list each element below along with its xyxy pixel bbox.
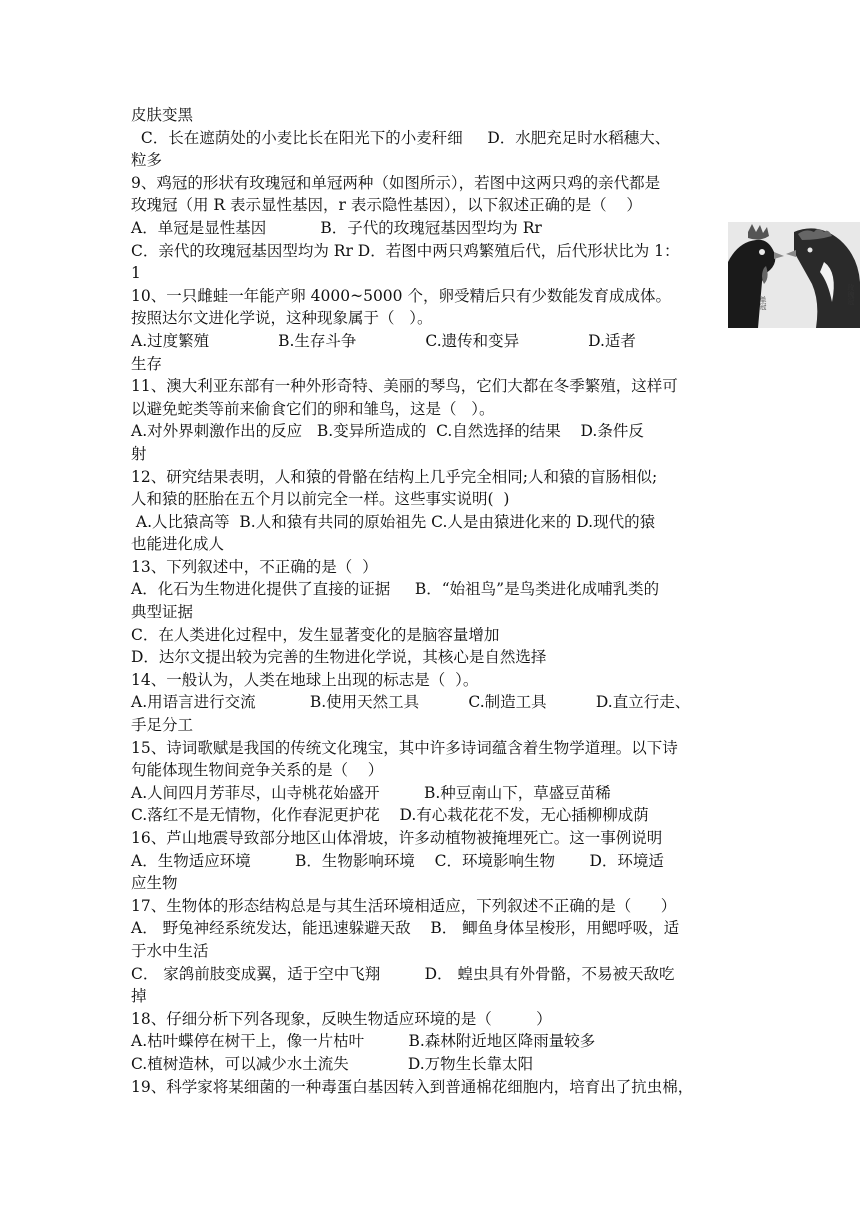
single-comb-label: 单冠	[759, 296, 767, 310]
text-line: 玫瑰冠（用 R 表示显性基因，r 表示隐性基因），以下叙述正确的是（ ）	[131, 196, 642, 215]
rooster-illustration	[728, 222, 860, 328]
text-line: C．长在遮荫处的小麦比长在阳光下的小麦秆细 D．水肥充足时水稻穗大、	[131, 128, 671, 147]
question-13-stem: 13、下列叙述中，不正确的是（ ）	[131, 557, 378, 576]
question-13-options: C．在人类进化过程中，发生显著变化的是脑容量增加	[131, 625, 500, 644]
question-14-options: A.用语言进行交流 B.使用天然工具 C.制造工具 D.直立行走、	[131, 693, 691, 712]
question-15-options: C.落红不是无情物，化作春泥更护花 D.有心栽花花不发，无心插柳柳成荫	[131, 806, 649, 825]
question-15-stem: 15、诗词歌赋是我国的传统文化瑰宝，其中许多诗词蕴含着生物学道理。以下诗	[131, 738, 678, 757]
question-17-options: C． 家鸽前肢变成翼，适于空中飞翔 D． 蝗虫具有外骨骼，不易被天敌吃	[131, 964, 675, 983]
question-17-options: A． 野兔神经系统发达，能迅速躲避天敌 B． 鲫鱼身体呈梭形，用鳃呼吸，适	[131, 919, 680, 938]
question-9-options: A．单冠是显性基因 B．子代的玫瑰冠基因型均为 Rr	[131, 218, 542, 237]
question-18-stem: 18、仔细分析下列各现象，反映生物适应环境的是（ ）	[131, 1009, 552, 1028]
text-line: 粒多	[131, 151, 163, 170]
text-line: 1	[131, 264, 141, 283]
question-9-options: C．亲代的玫瑰冠基因型均为 Rr D．若图中两只鸡繁殖后代，后代形状比为 1：	[131, 241, 680, 260]
question-14-stem: 14、一般认为，人类在地球上出现的标志是（ ）。	[131, 670, 479, 689]
text-line: 生存	[131, 354, 163, 373]
question-17-stem: 17、生物体的形态结构总是与其生活环境相适应，下列叙述不正确的是（ ）	[131, 896, 677, 915]
text-line: 射	[131, 444, 147, 463]
question-18-options: A.枯叶蝶停在树干上，像一片枯叶 B.森林附近地区降雨量较多	[131, 1032, 596, 1051]
question-10-options: A.过度繁殖 B.生存斗争 C.遗传和变异 D.适者	[131, 331, 636, 350]
text-line: 应生物	[131, 874, 178, 893]
question-19-stem: 19、科学家将某细菌的一种毒蛋白基因转入到普通棉花细胞内，培育出了抗虫棉，	[131, 1077, 694, 1096]
question-11-stem: 11、澳大利亚东部有一种外形奇特、美丽的琴鸟，它们大都在冬季繁殖，这样可	[131, 377, 678, 396]
question-16-stem: 16、芦山地震导致部分地区山体滑坡，许多动植物被掩埋死亡。这一事例说明	[131, 829, 663, 847]
text-line: 按照达尔文进化学说，这种现象属于（ ）。	[131, 309, 433, 328]
question-18-options: C.植树造林，可以减少水土流失 D.万物生长靠太阳	[131, 1054, 534, 1073]
question-12-stem: 12、研究结果表明，人和猿的骨骼在结构上几乎完全相同;人和猿的盲肠相似;	[131, 467, 658, 486]
text-line: 于水中生活	[131, 941, 209, 960]
question-9-stem: 9、鸡冠的形状有玫瑰冠和单冠两种（如图所示），若图中这两只鸡的亲代都是	[131, 173, 661, 192]
question-text	[131, 104, 731, 1098]
text-line: 以避免蛇类等前来偷食它们的卵和雏鸟，这是（ ）。	[131, 399, 495, 418]
question-10-stem: 10、一只雌蛙一年能产卵 4000~5000 个，卵受精后只有少数能发育成成体。	[131, 286, 671, 305]
question-15-options: A.人间四月芳菲尽，山寺桃花始盛开 B.种豆南山下，草盛豆苗稀	[131, 783, 611, 802]
text-line: 手足分工	[131, 716, 194, 735]
question-12-options: A.人比猿高等 B.人和猿有共同的原始祖先 C.人是由猿进化来的 D.现代的猿	[131, 512, 656, 531]
text-line: 也能进化成人	[131, 535, 225, 554]
question-13-options: A．化石为生物进化提供了直接的证据 B．“始祖鸟”是鸟类进化成哺乳类的	[131, 580, 660, 599]
text-line: 句能体现生物间竞争关系的是（ ）	[131, 761, 384, 780]
text-line: 掉	[131, 987, 147, 1006]
text-line: 皮肤变黑	[131, 106, 194, 124]
text-line: 典型证据	[131, 603, 194, 622]
rose-comb-label: 玫瑰冠	[847, 284, 855, 305]
question-13-options: D．达尔文提出较为完善的生物进化学说，其核心是自然选择	[131, 648, 547, 667]
question-16-options: A．生物适应环境 B．生物影响环境 C．环境影响生物 D．环境适	[131, 851, 664, 870]
question-11-options: A.对外界刺激作出的反应 B.变异所造成的 C.自然选择的结果 D.条件反	[131, 422, 644, 441]
rooster-comb-figure	[728, 222, 860, 328]
text-line: 人和猿的胚胎在五个月以前完全一样。这些事实说明( )	[131, 490, 510, 509]
